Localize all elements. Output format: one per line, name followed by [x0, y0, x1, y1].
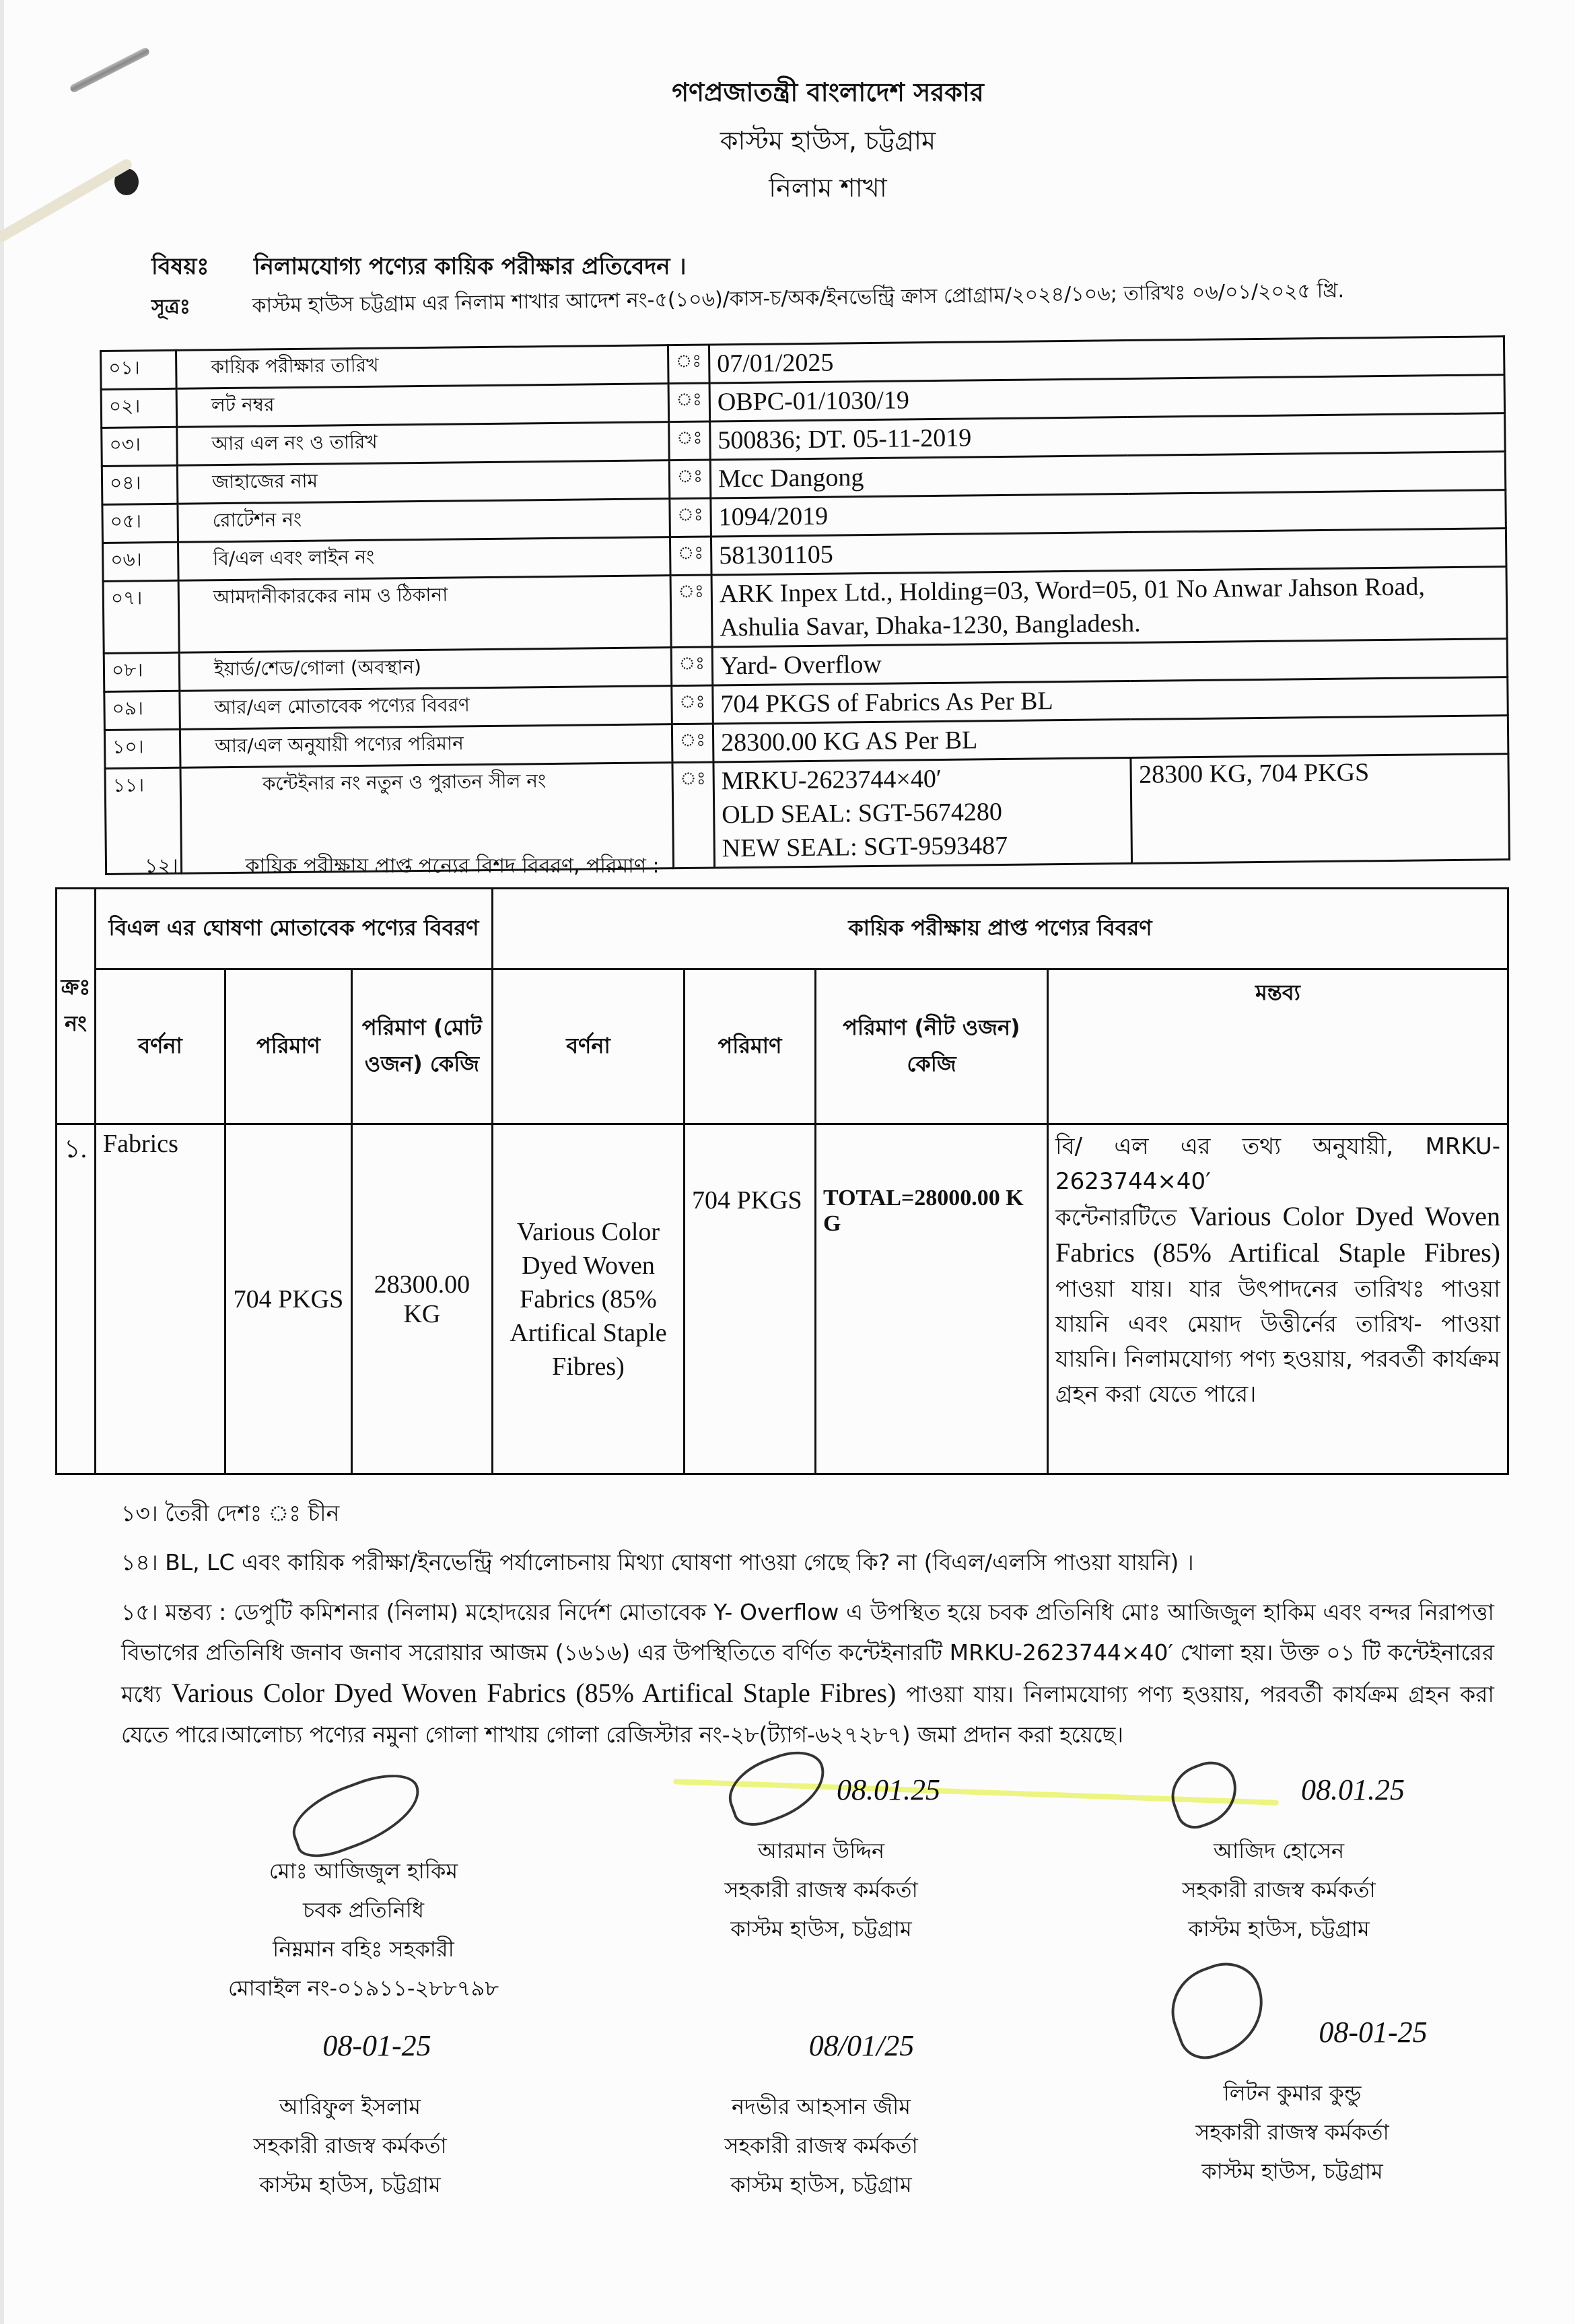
remarks-part-2: পাওয়া যায়। নিলামযোগ্য পণ্য হওয়ায়, পরবর্তী কার্যক্রম গ্রহন করা যেতে পারে।আলোচ্য পণ্যের নমুনা গোলা শাখায় গোলা রেজিস্টার নং-২৮(ট্যাগ-৬২৭২৮৭) জমা প্রদান করা হয়েছে।	[121, 1681, 1494, 1748]
remarks-text: কন্টেনারটিতে	[1055, 1204, 1177, 1231]
row-label: রোটেশন নং	[178, 499, 670, 543]
goods-description-value: 704 PKGS of Fabrics As Per BL	[713, 677, 1508, 724]
signatory-designation: সহকারী রাজস্ব কর্মকর্তা	[1182, 1877, 1376, 1903]
row-colon: ঃ	[672, 762, 715, 868]
reference-text: কাস্টম হাউস চট্টগ্রাম এর নিলাম শাখার আদেশ নং-৫(১০৬)/কাস-চ/অক/ইনভেন্ট্রি ক্রাস প্রোগ্রাম/২০২৪/১০৬; তারিখঃ ০৬/০১/২০২৫ খ্রি.	[252, 279, 1345, 318]
header-exam-group: কায়িক পরীক্ষায় প্রাপ্ত পণ্যের বিবরণ	[493, 889, 1508, 969]
goods-table	[55, 887, 1509, 1475]
header-exam-description: বর্ণনা	[493, 969, 685, 1124]
row-label: আর/এল মোতাবেক পণ্যের বিবরণ	[180, 686, 672, 730]
remarks-goods-name: Various Color Dyed Woven Fabrics (85% Artifical Staple Fibres)	[171, 1678, 897, 1708]
table-row	[57, 1124, 1508, 1474]
row-number: ১১।	[105, 767, 182, 874]
signatory-name: আরিফুল ইসলাম	[279, 2094, 421, 2119]
row-number: ০৮।	[104, 652, 180, 691]
page-edge	[0, 0, 4, 2324]
exam-quantity: 704 PKGS	[685, 1124, 816, 1474]
section-13-origin-country: ১৩। তৈরী দেশঃ ঃ চীন	[121, 1500, 340, 1526]
exam-date-value: 07/01/2025	[709, 337, 1504, 383]
row-colon: ঃ	[671, 685, 713, 724]
signatory-name: আরমান উদ্দিন	[757, 1838, 885, 1864]
remarks-cell	[1048, 1124, 1508, 1474]
signature-block	[175, 2026, 525, 2204]
govt-title: গণপ্রজাতন্ত্রী বাংলাদেশ সরকার	[672, 77, 984, 107]
row-number: ০৪।	[102, 465, 178, 504]
header-bl-group: বিএল এর ঘোষণা মোতাবেক পণ্যের বিবরণ	[96, 889, 493, 969]
signatory-position: কাস্টম হাউস, চট্টগ্রাম	[1201, 2158, 1383, 2184]
subject-label: বিষয়ঃ	[151, 253, 209, 280]
rotation-number-value: 1094/2019	[711, 490, 1506, 537]
remarks-part-1: ১৫। মন্তব্য : ডেপুটি কমিশনার (নিলাম) মহোদয়ের নির্দেশ মোতাবেক Y- Overflow এ উপস্থিত হয়ে চবক প্রতিনিধি মোঃ আজিজুল হাকিম এবং বন্দর নিরাপত্তা বিভাগের প্রতিনিধি জনাব জনাব সরোয়ার আজম (১৬১৬) এর উপস্থিতিতে বর্ণিত কন্টেইনারটি MRKU-2623744×40′ খোলা হয়। উক্ত ০১ টি কন্টেইনারের মধ্যে	[121, 1599, 1494, 1707]
row-label: জাহাজের নাম	[177, 460, 669, 504]
signatory-position: নিম্নমান বহিঃ সহকারী	[273, 1936, 454, 1962]
handwritten-date: 08-01-25	[1319, 2016, 1428, 2049]
row-number: ০৭।	[103, 580, 179, 653]
row-label: আর/এল অনুযায়ী পণ্যের পরিমান	[180, 724, 672, 768]
row-label: কায়িক পরীক্ষার তারিখ	[176, 345, 668, 389]
section-14-false-declaration: ১৪। BL, LC এবং কায়িক পরীক্ষা/ইনভেন্ট্রি পর্যালোচনায় মিথ্যা ঘোষণা পাওয়া গেছে কি? না (বিএল/এলসি পাওয়া যায়নি) ।	[121, 1549, 1194, 1575]
row-colon: ঃ	[670, 575, 712, 648]
header-bl-quantity: পরিমাণ	[225, 969, 352, 1124]
handwritten-date: 08.01.25	[1301, 1773, 1405, 1806]
subject-line	[151, 249, 687, 287]
header-exam-quantity: পরিমাণ	[685, 969, 816, 1124]
bl-weight: 28300.00 KG	[351, 1124, 492, 1474]
section-title: কায়িক পরীক্ষায় প্রাপ্ত পন্যের বিশদ বিবরণ, পরিমাণ :	[245, 854, 660, 878]
signatory-name: লিটন কুমার কুন্ডু	[1223, 2080, 1362, 2106]
exam-weight: TOTAL=28000.00 KG	[816, 1124, 1048, 1474]
row-colon: ঃ	[670, 537, 711, 576]
row-number: ০১।	[101, 350, 177, 389]
signatory-name: নদভীর আহসান জীম	[731, 2094, 911, 2119]
header-bl-weight: পরিমাণ (মোট ওজন) কেজি	[351, 969, 492, 1124]
row-label: আর এল নং ও তারিখ	[177, 422, 669, 466]
office-name: কাস্টম হাউস, চট্টগ্রাম	[720, 126, 936, 156]
row-colon: ঃ	[670, 498, 711, 537]
signature-block	[135, 1811, 592, 2008]
row-serial: ১.	[57, 1124, 96, 1474]
rl-number-value: 500836; DT. 05-11-2019	[710, 413, 1506, 460]
row-colon: ঃ	[668, 345, 709, 384]
importer-address-value: ARK Inpex Ltd., Holding=03, Word=05, 01 No Anwar Jahson Road, Ashulia Savar, Dhaka-1230, Bangladesh.	[711, 567, 1507, 647]
signatory-position: কাস্টম হাউস, চট্টগ্রাম	[730, 2172, 912, 2197]
lot-number-value: OBPC-01/1030/19	[709, 375, 1505, 421]
row-colon: ঃ	[669, 460, 711, 499]
yard-location-value: Yard- Overflow	[712, 639, 1508, 685]
signatory-position: কাস্টম হাউস, চট্টগ্রাম	[1188, 1916, 1370, 1942]
handwritten-date: 08-01-25	[322, 2029, 431, 2062]
header-exam-weight: পরিমাণ (নীট ওজন) কেজি	[816, 969, 1048, 1124]
new-seal: NEW SEAL: SGT-9593487	[722, 831, 1008, 863]
subject-text: নিলামযোগ্য পণ্যের কায়িক পরীক্ষার প্রতিবেদন ।	[253, 253, 687, 280]
signatory-name: আজিদ হোসেন	[1213, 1838, 1345, 1864]
signature-block	[660, 2026, 983, 2204]
signatory-designation: সহকারী রাজস্ব কর্মকর্তা	[724, 2133, 918, 2158]
signatory-designation: চবক প্রতিনিধি	[302, 1897, 425, 1923]
exam-description: Various Color Dyed Woven Fabrics (85% Artifical Staple Fibres)	[493, 1124, 685, 1474]
row-label: আমদানীকারকের নাম ও ঠিকানা	[178, 576, 671, 653]
signatory-designation: সহকারী রাজস্ব কর্মকর্তা	[1195, 2119, 1389, 2145]
row-colon: ঃ	[672, 724, 713, 763]
container-weight-pkgs: 28300 KG, 704 PKGS	[1131, 754, 1509, 864]
row-number: ০৫।	[102, 504, 178, 543]
row-number: ০৬।	[103, 542, 179, 581]
row-number: ১০।	[104, 729, 180, 768]
row-label: কন্টেইনার নং নতুন ও পুরাতন সীল নং	[180, 763, 673, 874]
row-number: ০৩।	[102, 427, 178, 466]
header-remarks: মন্তব্য	[1048, 969, 1508, 1124]
old-seal: OLD SEAL: SGT-5674280	[722, 797, 1003, 829]
handwritten-date: 08.01.25	[837, 1773, 940, 1806]
bl-line-number-value: 581301105	[711, 528, 1506, 575]
row-label: লট নম্বর	[176, 384, 668, 428]
signatory-mobile: মোবাইল নং-০১৯১১-২৮৮৭৯৮	[228, 1975, 499, 2001]
remarks-text: বি/ এল এর তথ্য অনুযায়ী, MRKU-2623744×40′	[1055, 1133, 1500, 1195]
header-serial: ক্রঃ নং	[57, 889, 96, 1124]
section-15-remarks	[121, 1592, 1494, 1755]
signatory-designation: সহকারী রাজস্ব কর্মকর্তা	[724, 1877, 918, 1903]
signatory-position: কাস্টম হাউস, চট্টগ্রাম	[259, 2172, 441, 2197]
signature-block	[660, 1771, 983, 1948]
section-12-heading	[145, 850, 660, 884]
signatory-designation: সহকারী রাজস্ব কর্মকর্তা	[253, 2133, 447, 2158]
branch-name: নিলাম শাখা	[769, 173, 887, 203]
info-table	[100, 335, 1510, 875]
handwritten-date: 08/01/25	[808, 2029, 915, 2062]
signatory-position: কাস্টম হাউস, চট্টগ্রাম	[730, 1916, 912, 1942]
header-bl-description: বর্ণনা	[96, 969, 225, 1124]
row-colon: ঃ	[668, 383, 710, 422]
vessel-name-value: Mcc Dangong	[710, 452, 1506, 498]
container-number: MRKU-2623744×40′	[721, 764, 942, 796]
bl-description: Fabrics	[96, 1124, 225, 1474]
bl-quantity: 704 PKGS	[225, 1124, 352, 1474]
goods-quantity-value: 28300.00 KG AS Per BL	[713, 716, 1508, 762]
row-colon: ঃ	[671, 647, 713, 686]
signature-block	[1131, 2013, 1454, 2191]
signature-block	[1117, 1771, 1440, 1948]
reference-label: সূত্রঃ	[151, 295, 191, 319]
container-seal-cell	[713, 757, 1132, 867]
row-label: ইয়ার্ড/শেড/গোলা (অবস্থান)	[179, 648, 671, 691]
row-number: ০২।	[101, 388, 177, 428]
row-colon: ঃ	[668, 421, 710, 460]
signatory-name: মোঃ আজিজুল হাকিম	[269, 1858, 458, 1884]
row-label: বি/এল এবং লাইন নং	[178, 537, 670, 581]
remarks-goods-name: Various Color Dyed Woven Fabrics (85% Artifical Staple Fibres)	[1055, 1201, 1501, 1268]
row-number: ০৯।	[104, 691, 180, 730]
remarks-text: পাওয়া যায়। যার উৎপাদনের তারিখঃ পাওয়া যায়নি এবং মেয়াদ উত্তীর্নের তারিখ- পাওয়া যায়নি। নিলামযোগ্য পণ্য হওয়ায়, পরবর্তী কার্যক্রম গ্রহন করা যেতে পারে।	[1055, 1276, 1500, 1408]
section-number: ১২।	[145, 854, 178, 878]
